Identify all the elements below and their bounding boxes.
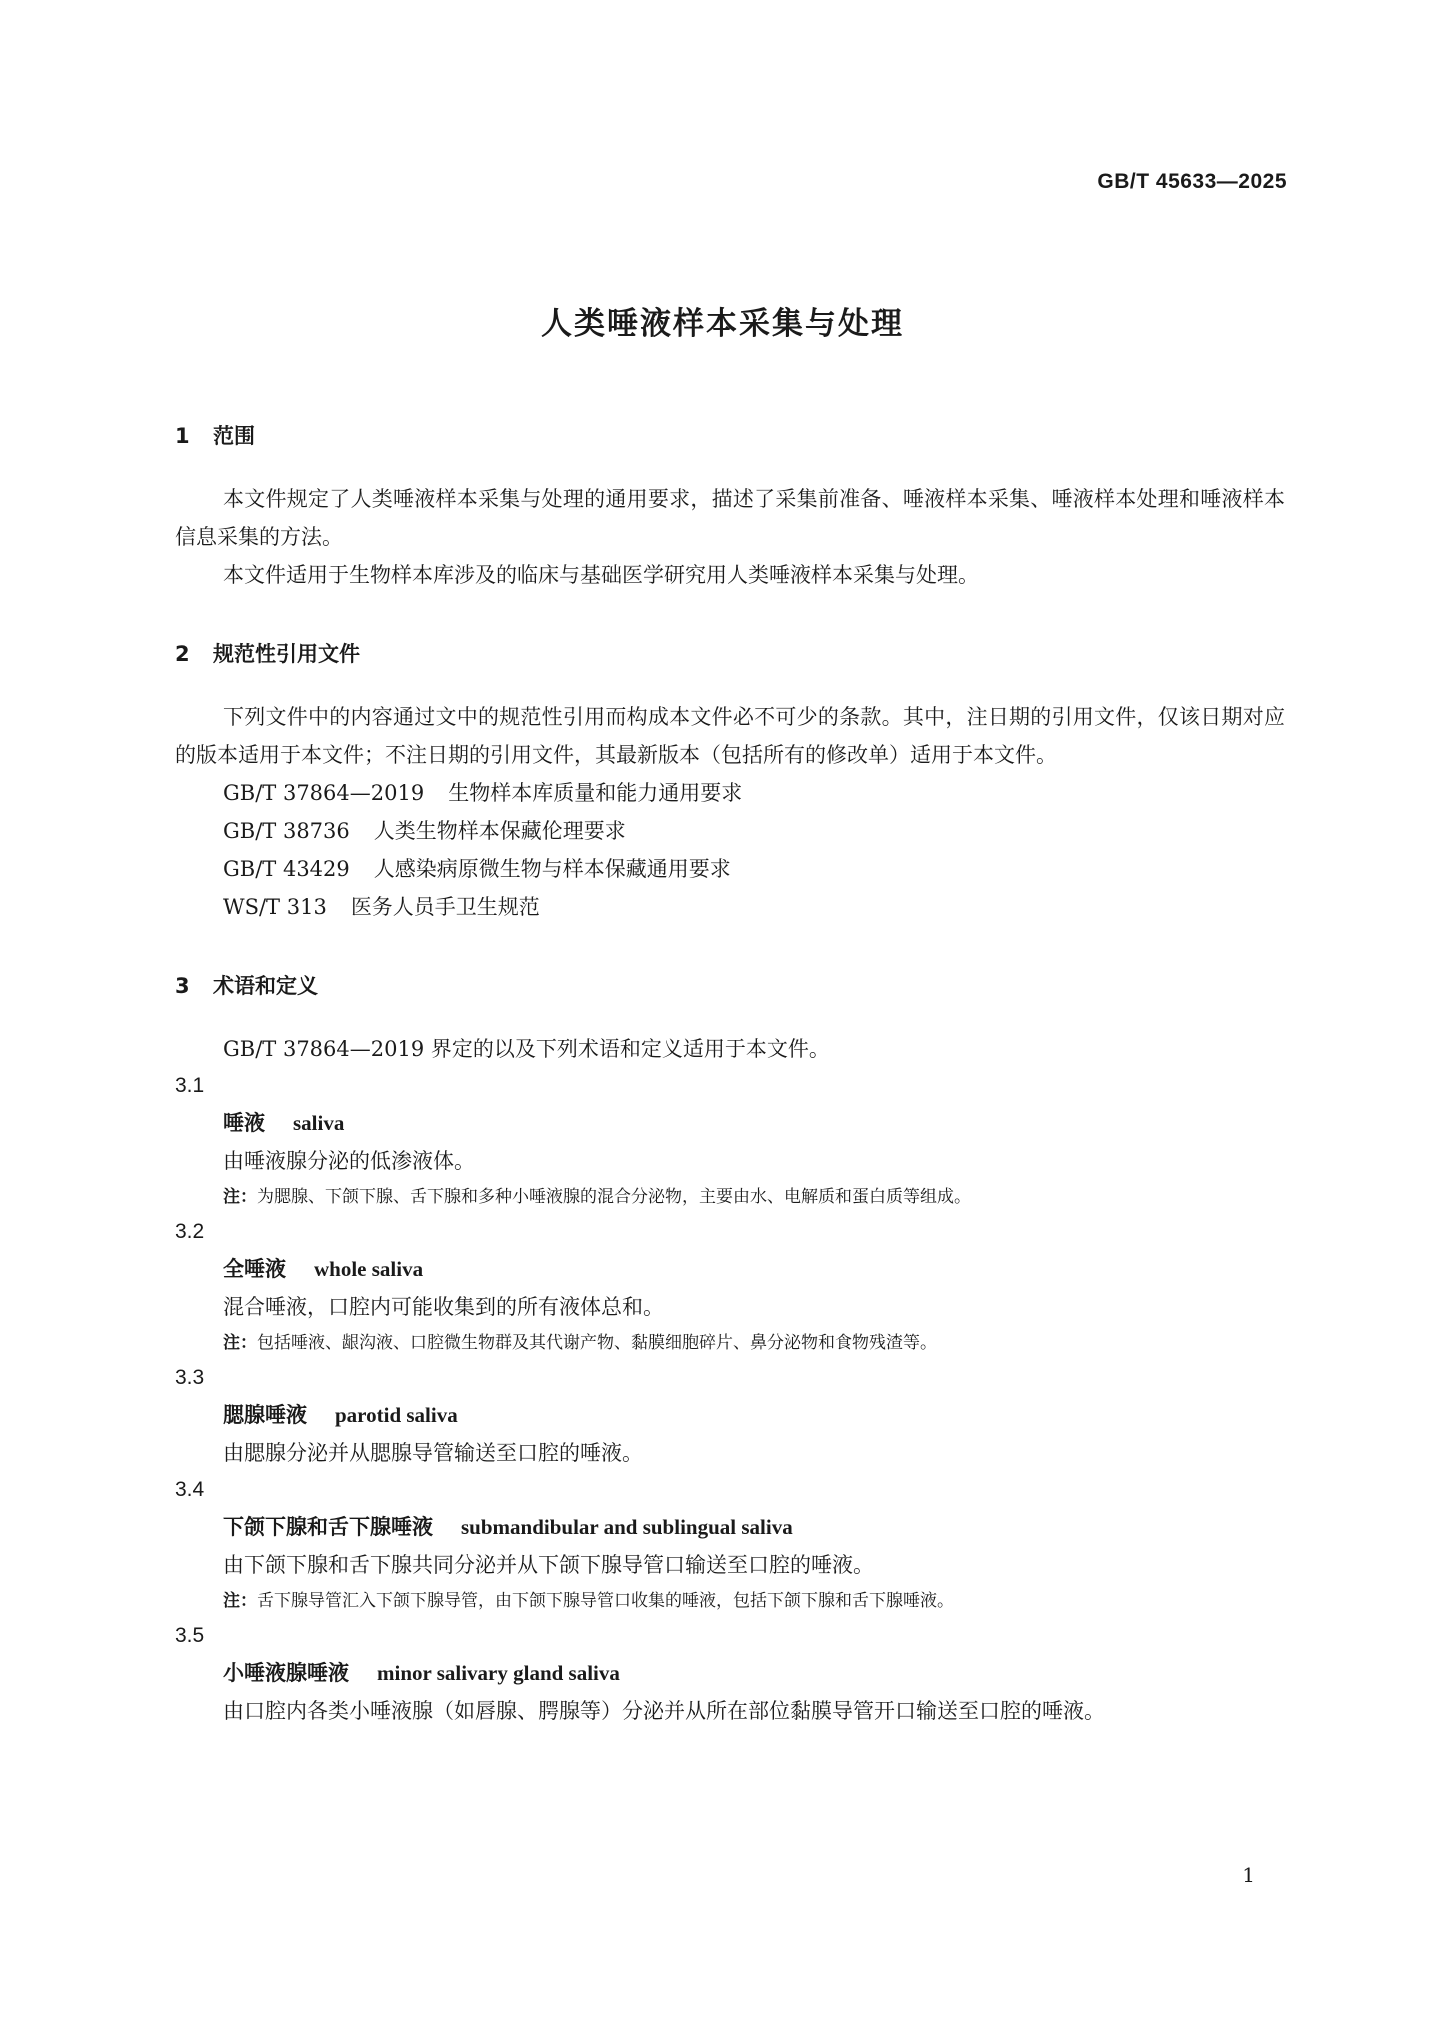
term-english: saliva xyxy=(293,1111,345,1135)
term-chinese: 小唾液腺唾液 xyxy=(223,1661,349,1685)
paragraph: 本文件规定了人类唾液样本采集与处理的通用要求，描述了采集前准备、唾液样本采集、唾液样本处理和唾液样本信息采集的方法。 xyxy=(175,487,1285,549)
section-heading-terms-definitions xyxy=(175,970,1285,1002)
section-title: 规范性引用文件 xyxy=(213,642,360,666)
term-definition: 混合唾液，口腔内可能收集到的所有液体总和。 xyxy=(223,1295,664,1319)
reference-item xyxy=(175,774,1285,812)
term-chinese: 唾液 xyxy=(223,1111,265,1135)
term-chinese: 下颌下腺和舌下腺唾液 xyxy=(223,1515,433,1539)
term-entry xyxy=(175,1654,1285,1692)
term-definition: 由唾液腺分泌的低渗液体。 xyxy=(223,1149,475,1173)
term-number: 3.3 xyxy=(175,1366,205,1389)
reference-code: WS/T 313 xyxy=(223,895,327,919)
term-note xyxy=(175,1326,1285,1360)
reference-item xyxy=(175,812,1285,850)
document-title: 人类唾液样本采集与处理 xyxy=(541,306,904,342)
term-definition: 由口腔内各类小唾液腺（如唇腺、腭腺等）分泌并从所在部位黏膜导管开口输送至口腔的唾液。 xyxy=(223,1699,1105,1723)
reference-title: 生物样本库质量和能力通用要求 xyxy=(448,781,743,805)
reference-code: GB/T 38736 xyxy=(223,819,350,843)
term-english: submandibular and sublingual saliva xyxy=(461,1515,793,1539)
term-english: parotid saliva xyxy=(335,1403,458,1427)
term-note xyxy=(175,1180,1285,1214)
reference-title: 人感染病原微生物与样本保藏通用要求 xyxy=(373,857,731,881)
term-entry xyxy=(175,1508,1285,1546)
term-chinese: 全唾液 xyxy=(223,1257,286,1281)
note-text: 为腮腺、下颌下腺、舌下腺和多种小唾液腺的混合分泌物，主要由水、电解质和蛋白质等组成。 xyxy=(257,1187,971,1207)
section-heading-normative-references xyxy=(175,638,1285,670)
term-chinese: 腮腺唾液 xyxy=(223,1403,307,1427)
reference-item xyxy=(175,888,1285,926)
section-heading-scope xyxy=(175,420,1285,452)
term-number: 3.5 xyxy=(175,1624,205,1647)
paragraph: 下列文件中的内容通过文中的规范性引用而构成本文件必不可少的条款。其中，注日期的引用文件，仅该日期对应的版本适用于本文件；不注日期的引用文件，其最新版本（包括所有的修改单）适用于本文件。 xyxy=(175,705,1285,767)
paragraph: 本文件适用于生物样本库涉及的临床与基础医学研究用人类唾液样本采集与处理。 xyxy=(223,563,979,587)
paragraph: GB/T 37864—2019 界定的以及下列术语和定义适用于本文件。 xyxy=(223,1037,830,1061)
term-number: 3.1 xyxy=(175,1074,205,1097)
standard-code: GB/T 45633—2025 xyxy=(1097,170,1287,193)
section-number: 2 xyxy=(175,642,190,666)
note-text: 舌下腺导管汇入下颌下腺导管，由下颌下腺导管口收集的唾液，包括下颌下腺和舌下腺唾液。 xyxy=(257,1591,954,1611)
reference-title: 人类生物样本保藏伦理要求 xyxy=(373,819,626,843)
note-text: 包括唾液、龈沟液、口腔微生物群及其代谢产物、黏膜细胞碎片、鼻分泌物和食物残渣等。 xyxy=(257,1333,937,1353)
reference-code: GB/T 37864—2019 xyxy=(223,781,425,805)
term-number: 3.2 xyxy=(175,1220,205,1243)
term-entry xyxy=(175,1396,1285,1434)
note-label: 注： xyxy=(223,1591,257,1611)
term-entry xyxy=(175,1250,1285,1288)
section-title: 术语和定义 xyxy=(213,974,318,998)
term-note xyxy=(175,1584,1285,1618)
term-english: whole saliva xyxy=(314,1257,424,1281)
section-number: 1 xyxy=(175,424,190,448)
section-number: 3 xyxy=(175,974,190,998)
note-label: 注： xyxy=(223,1187,257,1207)
term-number: 3.4 xyxy=(175,1478,205,1501)
term-definition: 由腮腺分泌并从腮腺导管输送至口腔的唾液。 xyxy=(223,1441,643,1465)
term-definition: 由下颌下腺和舌下腺共同分泌并从下颌下腺导管口输送至口腔的唾液。 xyxy=(223,1553,874,1577)
reference-code: GB/T 43429 xyxy=(223,857,350,881)
note-label: 注： xyxy=(223,1333,257,1353)
reference-item xyxy=(175,850,1285,888)
term-english: minor salivary gland saliva xyxy=(377,1661,620,1685)
document-body xyxy=(175,420,1285,1730)
section-title: 范围 xyxy=(213,424,255,448)
term-entry xyxy=(175,1104,1285,1142)
page-number: 1 xyxy=(1242,1863,1255,1887)
reference-title: 医务人员手卫生规范 xyxy=(350,895,540,919)
